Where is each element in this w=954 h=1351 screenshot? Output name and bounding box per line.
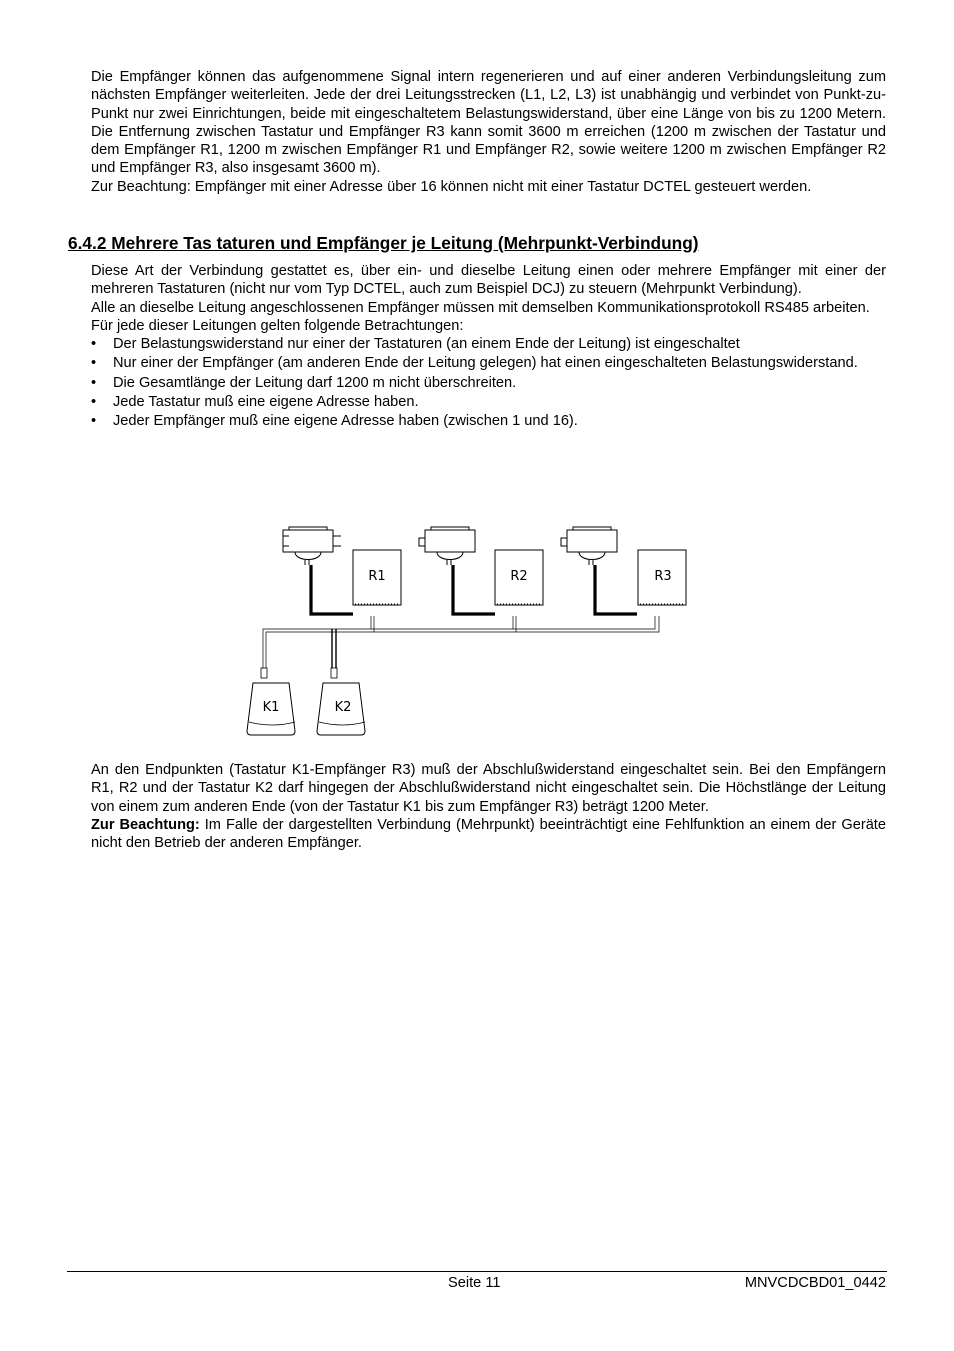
section-paragraph-3: Für jede dieser Leitungen gelten folgende Betrachtungen: <box>91 317 464 334</box>
camera-cable-1 <box>311 565 353 614</box>
section-paragraph-1: Diese Art der Verbindung gestattet es, über ein- und dieselbe Leitung einen oder mehrere Empfänger mit einer der mehreren Tastaturen (nicht nur vom Typ DCTEL, auch zum Beispiel DCJ) zu steuern (Mehrpunkt Verbindung). <box>91 263 886 298</box>
camera-3-icon <box>561 527 617 565</box>
camera-cable-2 <box>453 565 495 614</box>
bullet-icon: • <box>91 374 97 391</box>
intro-text <box>91 68 886 196</box>
keyboard-k2 <box>317 668 365 735</box>
bullet-icon: • <box>91 413 97 430</box>
intro-paragraph-2: Zur Beachtung: Empfänger mit einer Adresse über 16 können nicht mit einer Tastatur DCTEL gesteuert werden. <box>91 178 812 195</box>
receiver-r3 <box>638 550 686 605</box>
note-paragraph <box>91 816 886 853</box>
after-diagram-text <box>91 761 886 852</box>
receiver-r2 <box>495 550 543 605</box>
after-paragraph-1: An den Endpunkten (Tastatur K1-Empfänger R3) muß der Abschlußwiderstand eingeschaltet sein. Bei den Empfängern R1, R2 und der Tastatur K2 darf hingegen der Abschlußwiderstand nicht eingeschaltet sein. Die Höchstlänge der Leitung von einem zum anderen Ende (von der Tastatur K1 bis zum Empfänger R3) beträgt 1200 Meter. <box>91 762 886 815</box>
receiver-label: R1 <box>368 569 386 584</box>
bullet-icon: • <box>91 355 97 372</box>
section-body <box>91 262 886 432</box>
keyboard-label: K1 <box>262 700 280 715</box>
list-item: • Jeder Empfänger muß eine eigene Adresse haben (zwischen 1 und 16). <box>91 413 578 430</box>
receiver-r1 <box>353 550 401 605</box>
footer-divider <box>67 1271 887 1272</box>
note-text: Im Falle der dargestellten Verbindung (Mehrpunkt) beeinträchtigt eine Fehlfunktion an einem der Geräte nicht den Betrieb der anderen Empfänger. <box>91 816 886 852</box>
section-heading: 6.4.2 Mehrere Tas taturen und Empfänger je Leitung (Mehrpunkt-Verbindung) <box>68 233 699 253</box>
list-item: • Der Belastungswiderstand nur einer der Tastaturen (an einem Ende der Leitung) ist eingeschaltet <box>91 336 740 353</box>
camera-cable-3 <box>595 565 637 614</box>
keyboard-k1 <box>247 668 295 735</box>
receiver-label: R2 <box>510 569 528 584</box>
multipoint-wiring-diagram <box>235 518 705 743</box>
list-item: • Nur einer der Empfänger (am anderen Ende der Leitung gelegen) hat einen eingeschalteten Belastungswiderstand. <box>91 355 858 372</box>
footer-page-number: Seite 11 <box>448 1275 501 1291</box>
considerations-list <box>91 335 886 430</box>
receiver-label: R3 <box>654 569 672 584</box>
bullet-icon: • <box>91 394 97 411</box>
intro-paragraph-1: Die Empfänger können das aufgenommene Signal intern regenerieren und auf einer anderen Verbindungsleitung zum nächsten Empfänger weiterleiten. Jede der drei Leitungsstrecken (L1, L2, L3) ist unabhängig und verbindet von Punkt-zu-Punkt nur zwei Einrichtungen, beide mit eingeschaltetem Belastungswiderstand, über eine Länge von bis zu 1200 Metern. Die Entfernung zwischen Tastatur und Empfänger R3 kann somit 3600 m erreichen (1200 m zwischen der Tastatur und dem Empfänger R1, 1200 m zwischen Empfänger R1 und Empfänger R2, sowie weitere 1200 m zwischen Empfänger R2 und Empfänger R3, also insgesamt 3600 m). <box>91 69 886 177</box>
list-item: • Jede Tastatur muß eine eigene Adresse haben. <box>91 394 419 411</box>
footer-document-code: MNVCDCBD01_0442 <box>744 1275 886 1291</box>
rs485-bus <box>263 616 659 678</box>
list-item: • Die Gesamtlänge der Leitung darf 1200 m nicht überschreiten. <box>91 374 517 391</box>
note-label: Zur Beachtung: <box>91 816 200 833</box>
section-paragraph-2: Alle an dieselbe Leitung angeschlossenen Empfänger müssen mit demselben Kommunikationsprotokoll RS485 arbeiten. <box>91 299 870 316</box>
bullet-icon: • <box>91 336 97 353</box>
camera-1-icon <box>283 527 341 565</box>
camera-2-icon <box>419 527 475 565</box>
keyboard-label: K2 <box>334 700 352 715</box>
